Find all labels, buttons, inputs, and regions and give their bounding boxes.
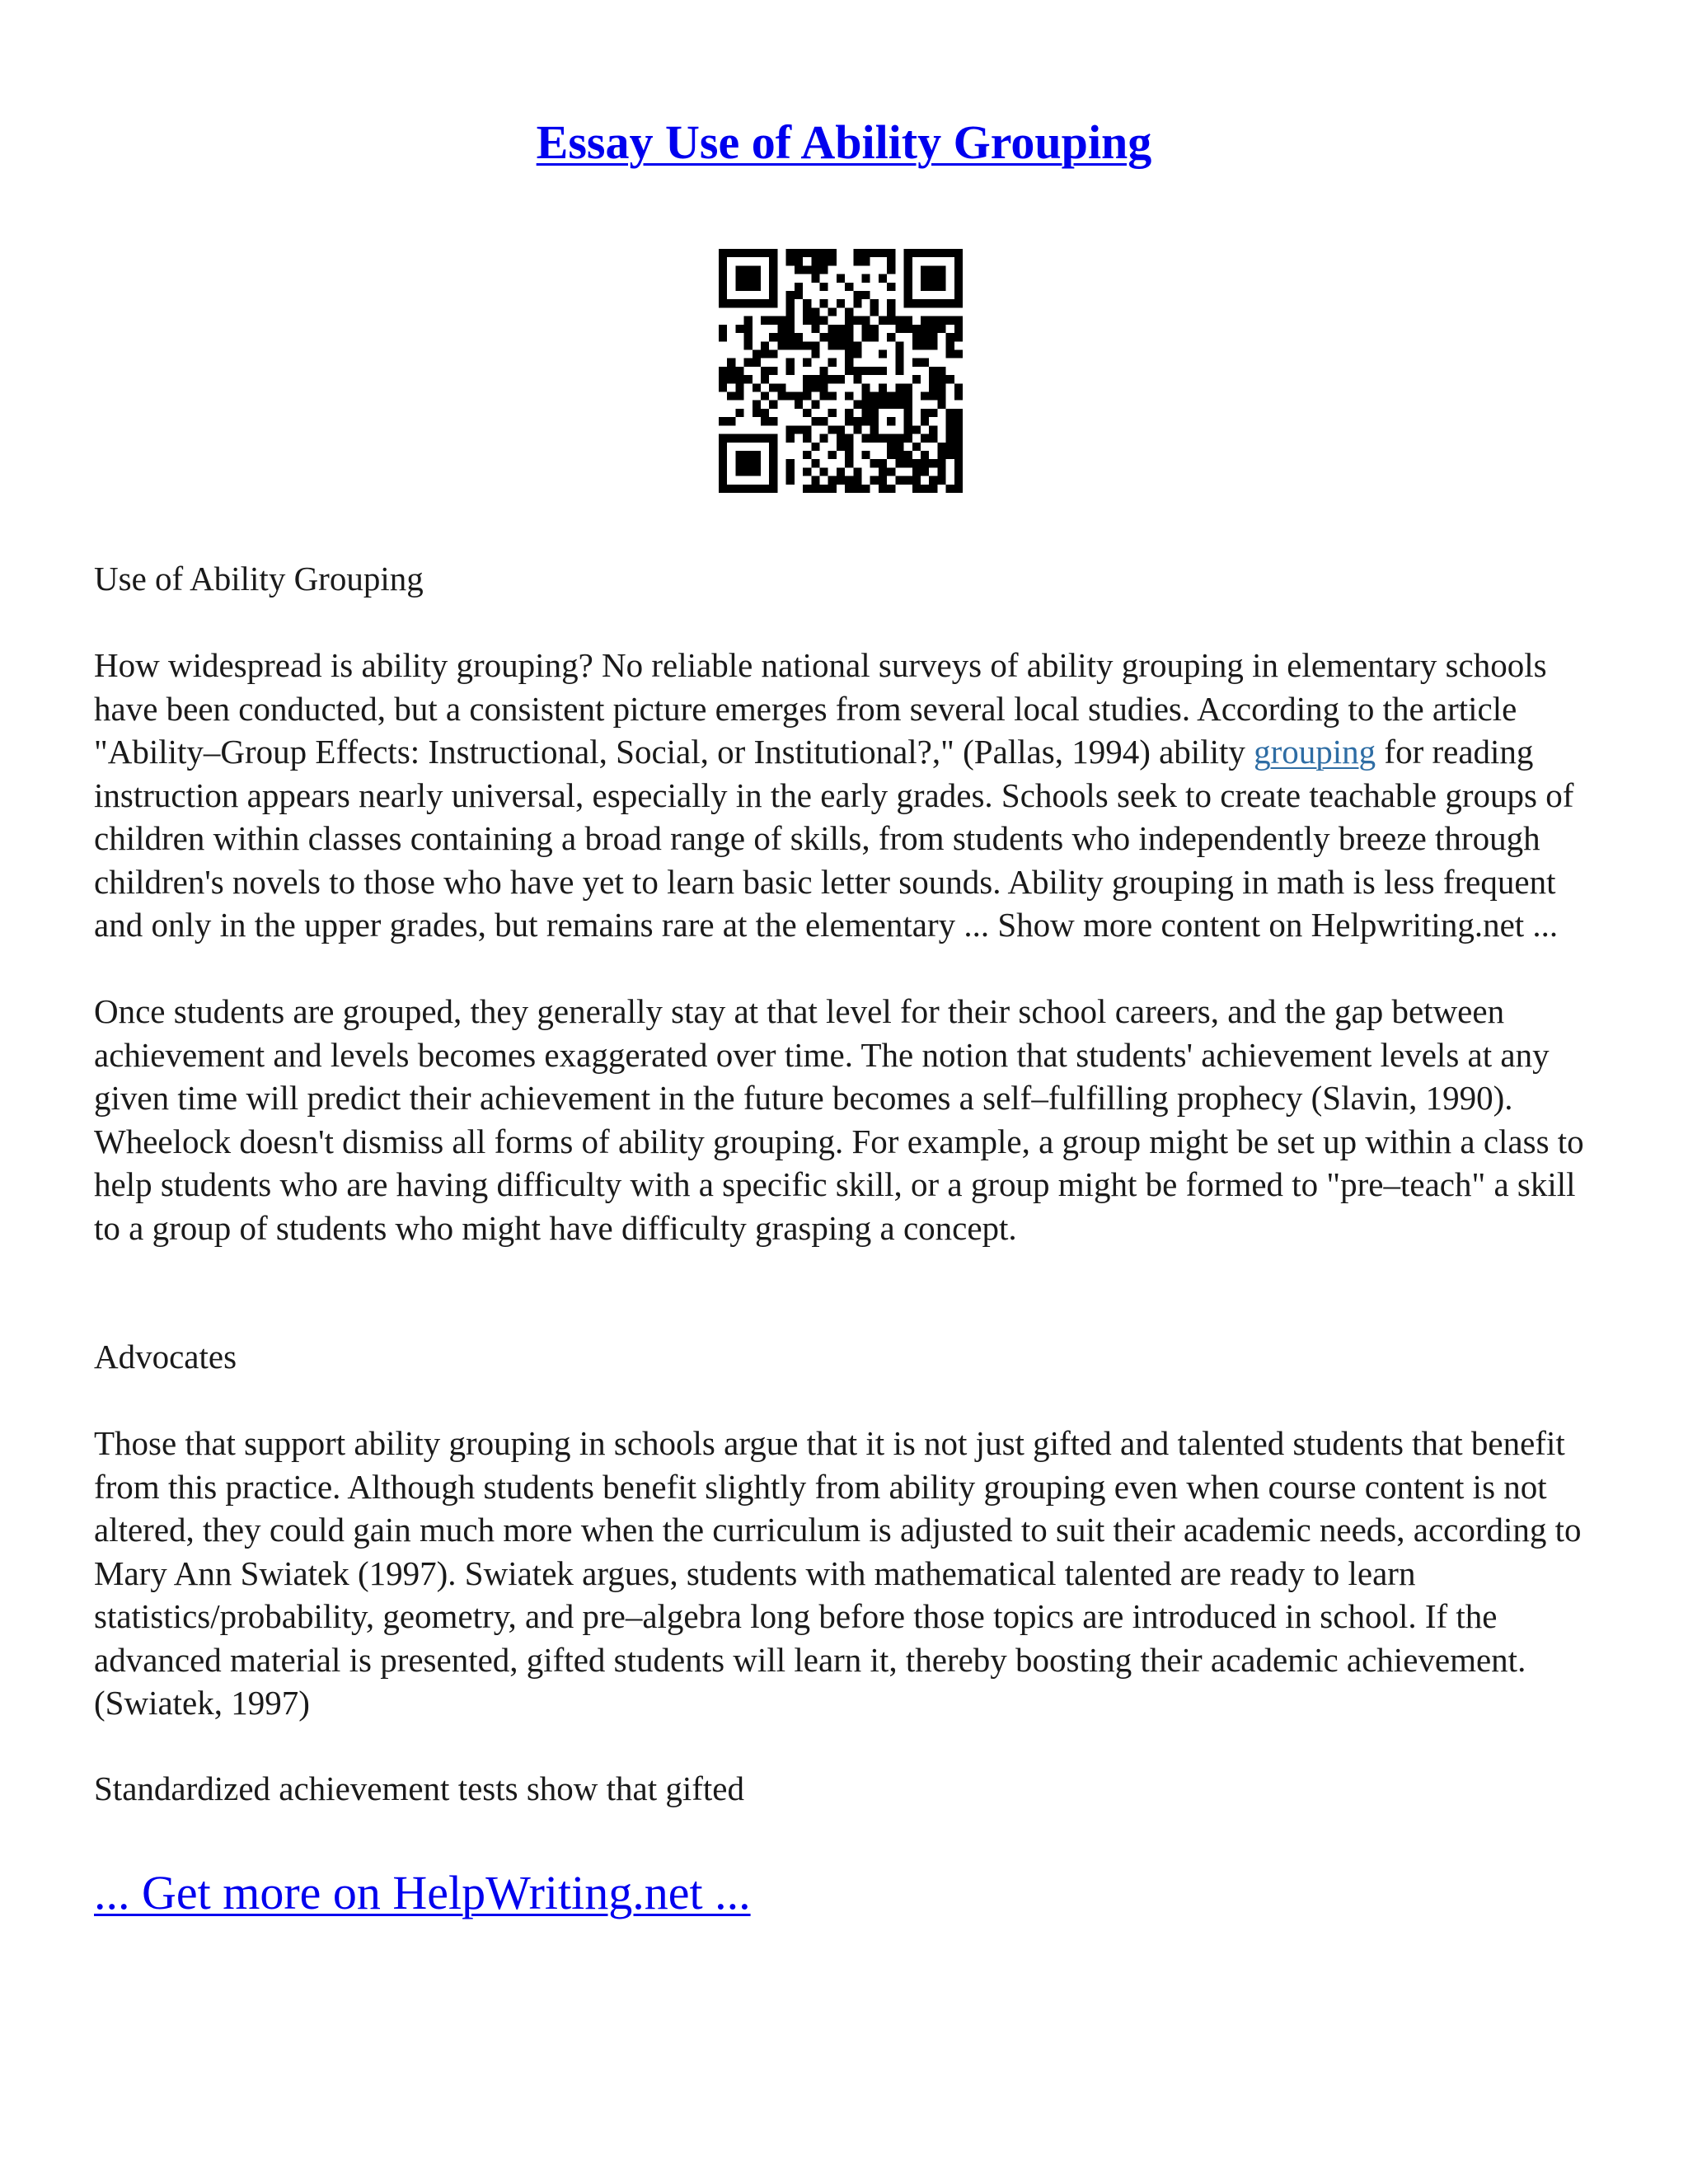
paragraph-2: Once students are grouped, they generally stay at that level for their school careers, and the gap between achievement and levels becomes exaggerated over time. The notion that students' achievement levels at any given time will predict their achievement in the future becomes a self–fulfilling prophecy (Slavin, 1990). Wheelock doesn't dismiss all forms of ability grouping. For example, a group might be set up within a class to help students who are having difficulty with a specific skill, or a group might be formed to "pre–teach" a skill to a group of students who might have difficulty grasping a concept.	[94, 992, 1584, 1247]
qr-code-graphic	[719, 249, 963, 493]
title-link[interactable]: Essay Use of Ability Grouping	[536, 115, 1152, 169]
get-more-link[interactable]: ... Get more on HelpWriting.net ...	[94, 1866, 751, 1919]
paragraph-1-text-a: How widespread is ability grouping? No reliable national surveys of ability grouping in elementary schools have been conducted, but a consistent picture emerges from several local studies. According to the article "Ability–Group Effects: Instructional, Social, or Institutional?," (Pallas, 1994) ability	[94, 646, 1547, 771]
paragraph-4: Standardized achievement tests show that gifted	[94, 1769, 745, 1807]
get-more-link-container	[94, 1864, 751, 1922]
qr-code-image	[719, 249, 963, 493]
paragraph-1	[94, 644, 1602, 947]
document-title	[0, 114, 1688, 171]
section-heading: Use of Ability Grouping	[94, 560, 424, 598]
grouping-link[interactable]: grouping	[1254, 733, 1376, 771]
paragraph-3: Those that support ability grouping in schools argue that it is not just gifted and talented students that benefit from this practice. Although students benefit slightly from ability grouping even when course content is not altered, they could gain much more when the curriculum is adjusted to suit their academic needs, according to Mary Ann Swiatek (1997). Swiatek argues, students with mathematical talented are ready to learn statistics/probability, geometry, and pre–algebra long before those topics are introduced in school. If the advanced material is presented, gifted students will learn it, thereby boosting their academic achievement. (Swiatek, 1997)	[94, 1424, 1582, 1722]
subheading-advocates: Advocates	[94, 1338, 237, 1376]
paragraph-1-text-b: for reading instruction appears nearly universal, especially in the early grades. Schools seek to create teachable groups of children within classes containing a broad range of skills, from students who independently breeze through children's novels to those who have yet to learn basic letter sounds. Ability grouping in math is less frequent and only in the upper grades, but remains rare at the elementary ... Show more content on Helpwriting.net ...	[94, 733, 1574, 944]
